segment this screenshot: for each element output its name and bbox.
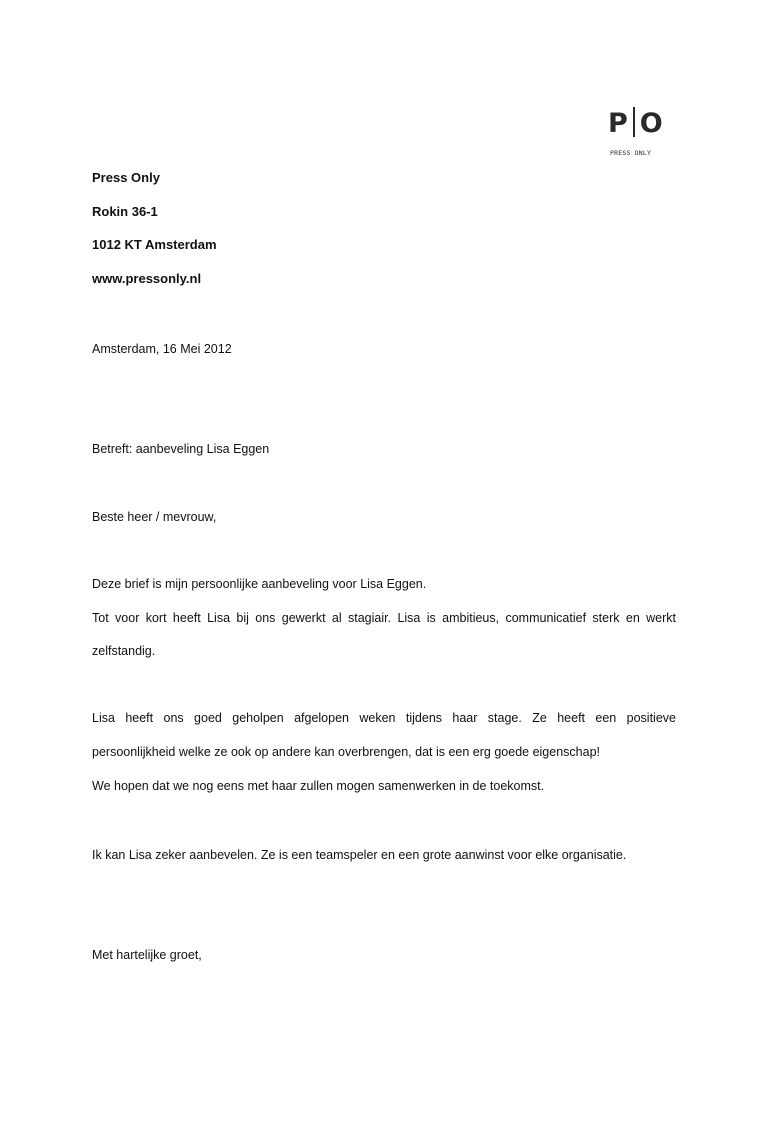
logo-caption: PRESS ONLY	[610, 149, 652, 157]
sender-company: Press Only	[92, 170, 160, 185]
body-p2-line3: We hopen dat we nog eens met haar zullen mogen samenwerken in de toekomst.	[92, 779, 545, 793]
body-p3-line1: Ik kan Lisa zeker aanbevelen. Ze is een teamspeler en een grote aanwinst voor elke organisatie.	[92, 848, 627, 862]
press-only-logo	[608, 104, 664, 160]
body-p2-line2: persoonlijkheid welke ze ook op andere kan overbrengen, dat is een erg goede eigenschap!	[92, 745, 600, 759]
logo-letter-p: P	[608, 108, 629, 139]
closing: Met hartelijke groet,	[92, 948, 202, 962]
logo-mark	[608, 104, 664, 144]
subject-line: Betreft: aanbeveling Lisa Eggen	[92, 442, 270, 456]
salutation: Beste heer / mevrouw,	[92, 510, 217, 524]
sender-city: 1012 KT Amsterdam	[92, 237, 217, 252]
sender-website: www.pressonly.nl	[92, 271, 202, 286]
sender-street: Rokin 36-1	[92, 204, 158, 219]
date-line: Amsterdam, 16 Mei 2012	[92, 342, 232, 356]
body-p1-line2: Tot voor kort heeft Lisa bij ons gewerkt al stagiair. Lisa is ambitieus, communicatief sterk en werkt	[92, 611, 676, 625]
body-p2-line1: Lisa heeft ons goed geholpen afgelopen weken tijdens haar stage. Ze heeft een positieve	[92, 711, 676, 725]
logo-letter-o: O	[639, 108, 664, 139]
body-p1-line1: Deze brief is mijn persoonlijke aanbeveling voor Lisa Eggen.	[92, 577, 427, 591]
body-p1-line3: zelfstandig.	[92, 644, 156, 658]
logo-divider	[633, 107, 635, 137]
